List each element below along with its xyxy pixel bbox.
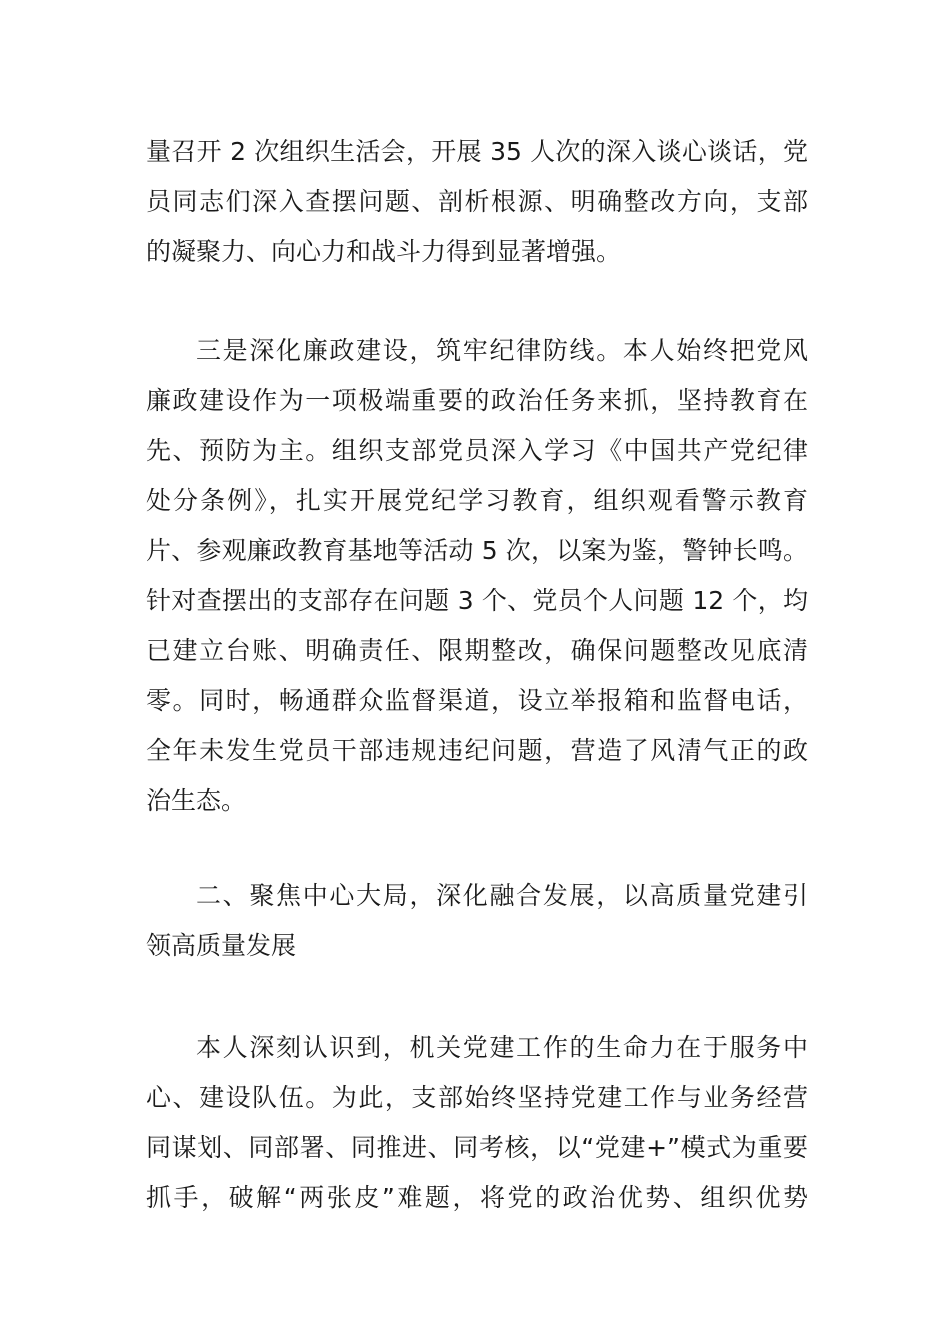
paragraph-integrity-building bbox=[146, 326, 808, 826]
text-line: 已建立台账、明确责任、限期整改，确保问题整改见底清 bbox=[146, 636, 808, 665]
text-line: 领高质量发展 bbox=[146, 931, 297, 960]
text-line: 片、参观廉政教育基地等活动 5 次，以案为鉴，警钟长鸣。 bbox=[146, 536, 808, 565]
text-line: 员同志们深入查摆问题、剖析根源、明确整改方向，支部 bbox=[146, 187, 808, 216]
text-line: 同谋划、同部署、同推进、同考核，以“党建+”模式为重要 bbox=[146, 1133, 808, 1162]
text-line: 先、预防为主。组织支部党员深入学习《中国共产党纪律 bbox=[146, 436, 808, 465]
text-line: 心、建设队伍。为此，支部始终坚持党建工作与业务经营 bbox=[146, 1083, 808, 1112]
text-line: 针对查摆出的支部存在问题 3 个、党员个人问题 12 个，均 bbox=[146, 586, 808, 615]
text-line: 治生态。 bbox=[146, 786, 247, 815]
paragraph-integration bbox=[146, 1023, 808, 1223]
text-line: 量召开 2 次组织生活会，开展 35 人次的深入谈心谈话，党 bbox=[146, 137, 808, 166]
text-line: 廉政建设作为一项极端重要的政治任务来抓，坚持教育在 bbox=[146, 386, 808, 415]
text-line: 零。同时，畅通群众监督渠道，设立举报箱和监督电话， bbox=[146, 686, 808, 715]
text-line: 的凝聚力、向心力和战斗力得到显著增强。 bbox=[146, 237, 622, 266]
text-line: 全年未发生党员干部违规违纪问题，营造了风清气正的政 bbox=[146, 736, 808, 765]
paragraph-organization-life bbox=[146, 127, 808, 277]
text-line: 抓手，破解“两张皮”难题，将党的政治优势、组织优势 bbox=[146, 1183, 808, 1212]
text-line: 二、聚焦中心大局，深化融合发展，以高质量党建引 bbox=[196, 881, 808, 910]
text-line: 本人深刻认识到，机关党建工作的生命力在于服务中 bbox=[196, 1033, 808, 1062]
text-line: 三是深化廉政建设，筑牢纪律防线。本人始终把党风 bbox=[196, 336, 808, 365]
text-line: 处分条例》，扎实开展党纪学习教育，组织观看警示教育 bbox=[146, 486, 808, 515]
section-heading-two bbox=[146, 871, 808, 971]
